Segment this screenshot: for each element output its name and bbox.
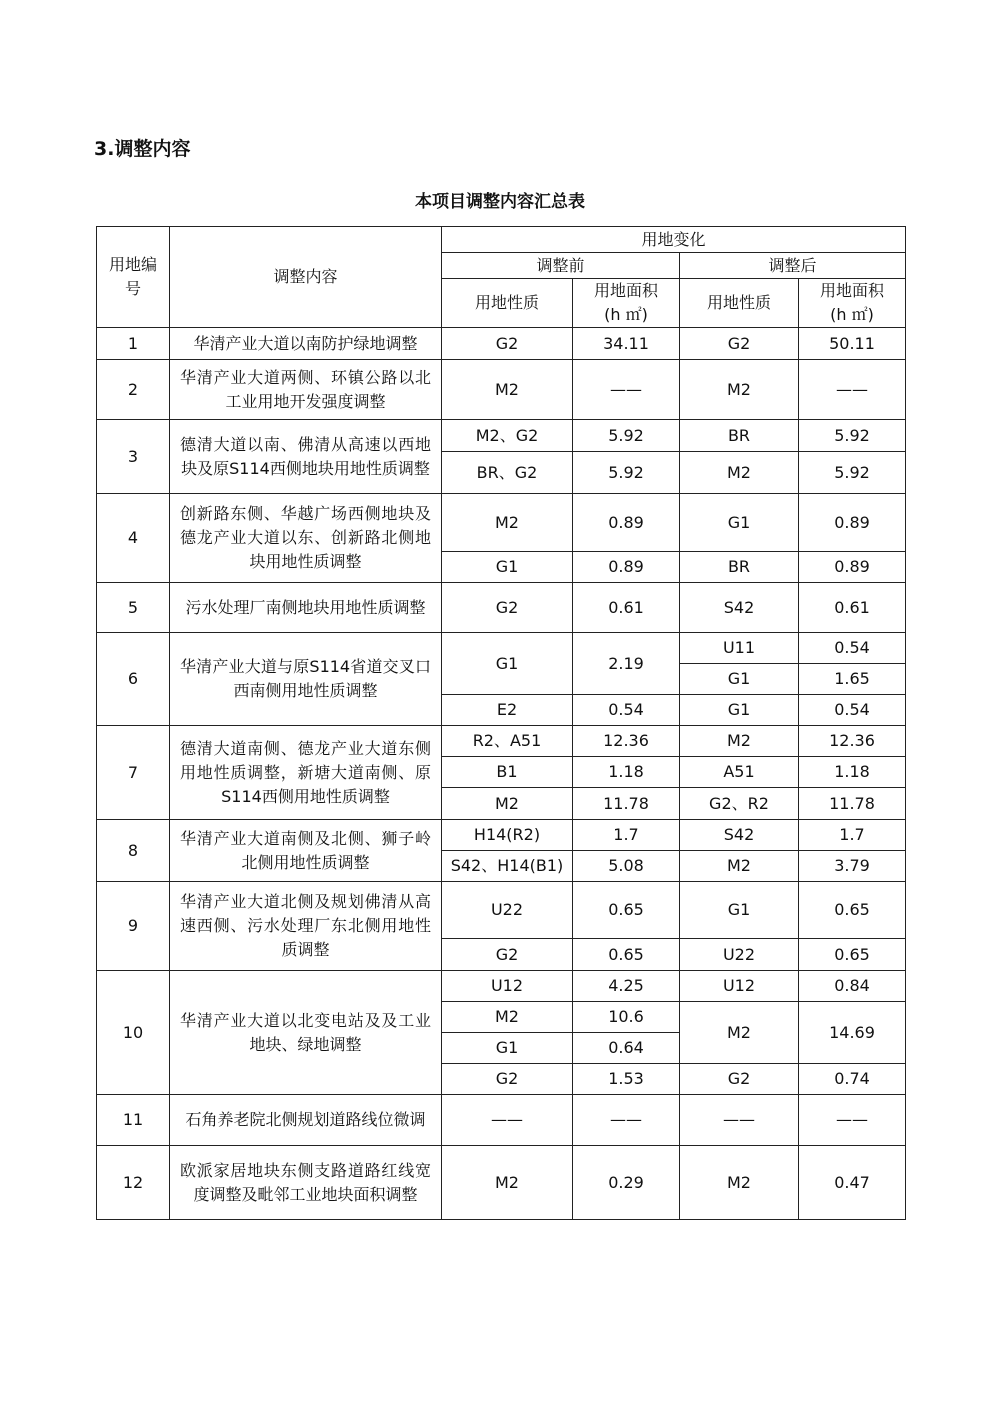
after-nature: M2: [680, 360, 799, 420]
after-area: 3.79: [799, 851, 906, 882]
header-parcel-no: 用地编号: [97, 227, 170, 328]
after-nature: S42: [680, 583, 799, 633]
before-area: 0.29: [573, 1146, 680, 1220]
parcel-number: 4: [97, 494, 170, 583]
table-row: [97, 328, 906, 360]
parcel-number: 1: [97, 328, 170, 360]
adjustment-content: 欧派家居地块东侧支路道路红线宽度调整及毗邻工业地块面积调整: [170, 1146, 442, 1220]
before-nature: B1: [442, 757, 573, 788]
before-nature: M2: [442, 360, 573, 420]
after-nature: G2: [680, 1064, 799, 1095]
parcel-number: 5: [97, 583, 170, 633]
after-area: 0.61: [799, 583, 906, 633]
adjustment-content: 德清大道以南、佛清从高速以西地块及原S114西侧地块用地性质调整: [170, 420, 442, 494]
before-nature: M2: [442, 494, 573, 552]
before-nature: U22: [442, 882, 573, 939]
after-area: 0.54: [799, 633, 906, 664]
section-heading: 3.调整内容: [94, 138, 191, 160]
summary-table: [96, 226, 906, 1220]
before-area: 34.11: [573, 328, 680, 360]
table-row: [97, 971, 906, 1002]
table-row: [97, 360, 906, 420]
after-nature: A51: [680, 757, 799, 788]
after-nature: BR: [680, 420, 799, 452]
before-nature: G2: [442, 328, 573, 360]
before-area: 5.08: [573, 851, 680, 882]
after-area: 11.78: [799, 788, 906, 820]
before-area: 5.92: [573, 420, 680, 452]
before-nature: G2: [442, 939, 573, 971]
before-area: 1.53: [573, 1064, 680, 1095]
after-nature: M2: [680, 452, 799, 494]
after-area: 1.7: [799, 820, 906, 851]
header-before: 调整前: [442, 253, 680, 279]
adjustment-content: 华清产业大道南侧及北侧、狮子岭北侧用地性质调整: [170, 820, 442, 882]
after-area: 0.74: [799, 1064, 906, 1095]
before-area: 0.89: [573, 494, 680, 552]
after-nature: BR: [680, 552, 799, 583]
before-area: 1.7: [573, 820, 680, 851]
before-area: ——: [573, 1095, 680, 1146]
after-area: ——: [799, 1095, 906, 1146]
after-area: 0.84: [799, 971, 906, 1002]
before-area: 0.65: [573, 939, 680, 971]
parcel-number: 10: [97, 971, 170, 1095]
after-area: 14.69: [799, 1002, 906, 1064]
before-nature: G2: [442, 583, 573, 633]
table-row: [97, 820, 906, 851]
parcel-number: 2: [97, 360, 170, 420]
parcel-number: 12: [97, 1146, 170, 1220]
after-area: 12.36: [799, 726, 906, 757]
table-row: [97, 420, 906, 452]
parcel-number: 9: [97, 882, 170, 971]
after-area: 0.47: [799, 1146, 906, 1220]
parcel-number: 11: [97, 1095, 170, 1146]
after-nature: G2: [680, 328, 799, 360]
after-nature: M2: [680, 1002, 799, 1064]
header-land-change: 用地变化: [442, 227, 906, 253]
before-nature: G1: [442, 552, 573, 583]
after-area: 0.54: [799, 695, 906, 726]
before-area: ——: [573, 360, 680, 420]
adjustment-content: 华清产业大道以南防护绿地调整: [170, 328, 442, 360]
after-nature: M2: [680, 851, 799, 882]
header-content: 调整内容: [170, 227, 442, 328]
before-area: 11.78: [573, 788, 680, 820]
adjustment-content: 德清大道南侧、德龙产业大道东侧用地性质调整，新塘大道南侧、原S114西侧用地性质调整: [170, 726, 442, 820]
adjustment-content: 华清产业大道北侧及规划佛清从高速西侧、污水处理厂东北侧用地性质调整: [170, 882, 442, 971]
before-nature: M2: [442, 1146, 573, 1220]
after-area: 0.65: [799, 939, 906, 971]
before-area: 5.92: [573, 452, 680, 494]
parcel-number: 3: [97, 420, 170, 494]
after-nature: G1: [680, 664, 799, 695]
before-area: 0.61: [573, 583, 680, 633]
before-area: 2.19: [573, 633, 680, 695]
after-nature: S42: [680, 820, 799, 851]
before-area: 1.18: [573, 757, 680, 788]
after-area: 0.89: [799, 494, 906, 552]
after-area: 1.18: [799, 757, 906, 788]
header-after: 调整后: [680, 253, 906, 279]
header-after-area: 用地面积(h ㎡): [799, 279, 906, 328]
before-area: 4.25: [573, 971, 680, 1002]
before-nature: M2: [442, 1002, 573, 1033]
before-nature: ——: [442, 1095, 573, 1146]
table-row: [97, 882, 906, 939]
before-nature: S42、H14(B1): [442, 851, 573, 882]
before-area: 0.65: [573, 882, 680, 939]
table-row: [97, 1146, 906, 1220]
parcel-number: 7: [97, 726, 170, 820]
table-title: 本项目调整内容汇总表: [415, 192, 585, 212]
adjustment-content: 创新路东侧、华越广场西侧地块及德龙产业大道以东、创新路北侧地块用地性质调整: [170, 494, 442, 583]
before-area: 0.64: [573, 1033, 680, 1064]
before-nature: BR、G2: [442, 452, 573, 494]
adjustment-content: 华清产业大道以北变电站及及工业地块、绿地调整: [170, 971, 442, 1095]
after-area: ——: [799, 360, 906, 420]
after-nature: G1: [680, 494, 799, 552]
after-nature: M2: [680, 726, 799, 757]
before-nature: G1: [442, 1033, 573, 1064]
after-nature: G2、R2: [680, 788, 799, 820]
before-area: 0.54: [573, 695, 680, 726]
before-nature: G1: [442, 633, 573, 695]
after-nature: G1: [680, 695, 799, 726]
after-nature: G1: [680, 882, 799, 939]
before-nature: E2: [442, 695, 573, 726]
before-nature: M2: [442, 788, 573, 820]
after-area: 0.89: [799, 552, 906, 583]
before-area: 10.6: [573, 1002, 680, 1033]
after-area: 50.11: [799, 328, 906, 360]
before-nature: U12: [442, 971, 573, 1002]
after-nature: M2: [680, 1146, 799, 1220]
header-before-nature: 用地性质: [442, 279, 573, 328]
table-row: [97, 633, 906, 664]
adjustment-content: 石角养老院北侧规划道路线位微调: [170, 1095, 442, 1146]
after-nature: ——: [680, 1095, 799, 1146]
parcel-number: 8: [97, 820, 170, 882]
after-nature: U11: [680, 633, 799, 664]
header-row: [97, 227, 906, 253]
before-nature: R2、A51: [442, 726, 573, 757]
adjustment-content: 华清产业大道与原S114省道交叉口西南侧用地性质调整: [170, 633, 442, 726]
header-before-area: 用地面积(h ㎡): [573, 279, 680, 328]
after-area: 0.65: [799, 882, 906, 939]
table-row: [97, 1095, 906, 1146]
table-row: [97, 726, 906, 757]
after-area: 5.92: [799, 420, 906, 452]
before-nature: M2、G2: [442, 420, 573, 452]
header-after-nature: 用地性质: [680, 279, 799, 328]
table-row: [97, 494, 906, 552]
after-nature: U22: [680, 939, 799, 971]
parcel-number: 6: [97, 633, 170, 726]
after-nature: U12: [680, 971, 799, 1002]
before-area: 0.89: [573, 552, 680, 583]
table-row: [97, 583, 906, 633]
adjustment-content: 污水处理厂南侧地块用地性质调整: [170, 583, 442, 633]
after-area: 1.65: [799, 664, 906, 695]
before-area: 12.36: [573, 726, 680, 757]
before-nature: G2: [442, 1064, 573, 1095]
after-area: 5.92: [799, 452, 906, 494]
adjustment-content: 华清产业大道两侧、环镇公路以北工业用地开发强度调整: [170, 360, 442, 420]
before-nature: H14(R2): [442, 820, 573, 851]
